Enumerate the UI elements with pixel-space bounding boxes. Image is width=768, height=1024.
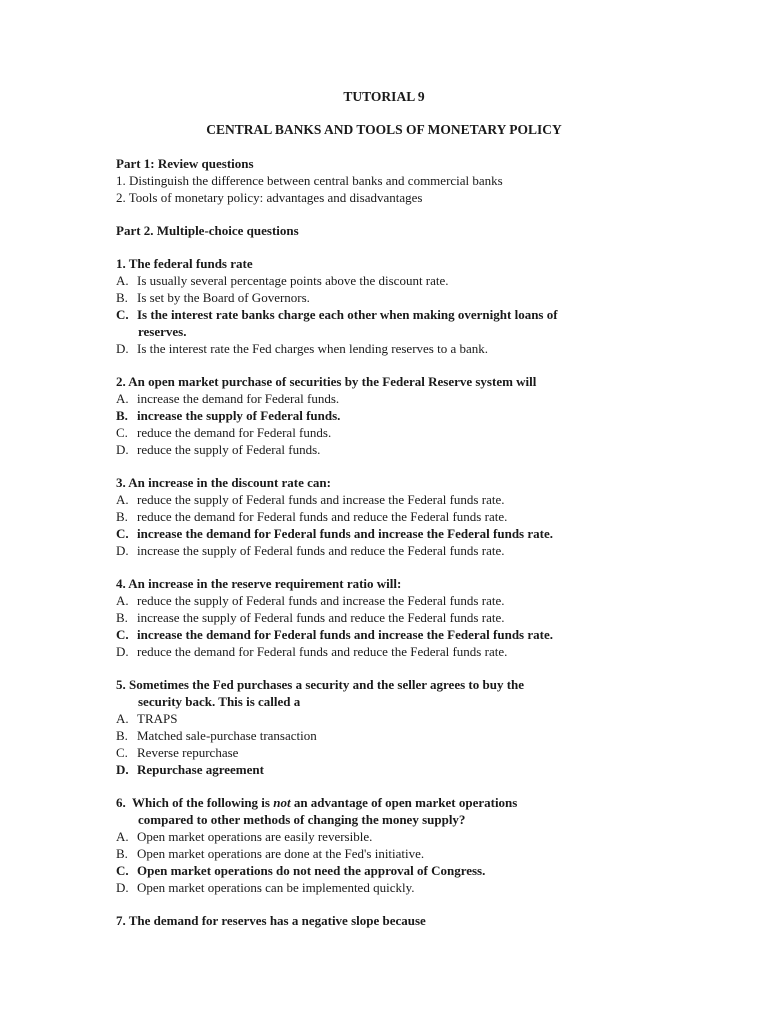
question-text: 3. An increase in the discount rate can: — [116, 475, 331, 490]
option-text: reduce the supply of Federal funds and increase the Federal funds rate. — [137, 492, 505, 507]
option-c-answer — [116, 525, 656, 542]
option-label: B. — [116, 509, 128, 524]
option-d — [116, 340, 656, 357]
option-b — [116, 289, 656, 306]
option-text: Is the interest rate banks charge each other when making overnight loans of — [137, 307, 558, 322]
option-text: Is the interest rate the Fed charges when lending reserves to a bank. — [137, 341, 488, 356]
option-text: increase the supply of Federal funds and reduce the Federal funds rate. — [137, 610, 505, 625]
option-text: Open market operations can be implemented quickly. — [137, 880, 415, 895]
option-text: increase the supply of Federal funds and reduce the Federal funds rate. — [137, 543, 505, 558]
option-c-continuation: reserves. — [138, 324, 187, 339]
page-title: TUTORIAL 9 — [343, 89, 425, 104]
option-label: D. — [116, 880, 129, 895]
option-text: Repurchase agreement — [137, 762, 264, 777]
option-b — [116, 845, 656, 862]
question-4 — [116, 575, 656, 660]
question-3 — [116, 474, 656, 559]
question-1 — [116, 255, 656, 357]
question-5 — [116, 676, 656, 778]
option-a — [116, 592, 656, 609]
option-text: increase the demand for Federal funds. — [137, 391, 340, 406]
option-text: Open market operations are easily reversible. — [137, 829, 373, 844]
option-c-answer — [116, 306, 656, 323]
page-subtitle: CENTRAL BANKS AND TOOLS OF MONETARY POLICY — [206, 122, 562, 137]
option-text: Reverse repurchase — [137, 745, 239, 760]
review-question: 2. Tools of monetary policy: advantages and disadvantages — [116, 190, 423, 205]
option-text: Open market operations do not need the approval of Congress. — [137, 863, 486, 878]
option-text: increase the supply of Federal funds. — [137, 408, 341, 423]
option-label: C. — [116, 307, 129, 322]
option-label: A. — [116, 492, 129, 507]
question-text-start: 6. Which of the following is — [116, 795, 274, 810]
option-text: TRAPS — [137, 711, 178, 726]
option-d — [116, 542, 656, 559]
option-d-answer — [116, 761, 656, 778]
question-text — [116, 794, 656, 811]
option-text: reduce the demand for Federal funds and reduce the Federal funds rate. — [137, 509, 508, 524]
question-emphasis: not — [273, 795, 291, 810]
document-body — [116, 155, 656, 929]
question-text-continuation: compared to other methods of changing the money supply? — [138, 812, 466, 827]
question-2 — [116, 373, 656, 458]
part1-heading: Part 1: Review questions — [116, 156, 254, 171]
part2-heading: Part 2. Multiple-choice questions — [116, 223, 299, 238]
option-label: C. — [116, 863, 129, 878]
option-a — [116, 272, 656, 289]
question-text: 5. Sometimes the Fed purchases a security and the seller agrees to buy the — [116, 677, 525, 692]
option-label: B. — [116, 408, 128, 423]
option-c — [116, 424, 656, 441]
review-question: 1. Distinguish the difference between central banks and commercial banks — [116, 173, 503, 188]
option-a — [116, 491, 656, 508]
option-text: reduce the supply of Federal funds. — [137, 442, 321, 457]
option-b — [116, 727, 656, 744]
option-text: reduce the demand for Federal funds and reduce the Federal funds rate. — [137, 644, 508, 659]
option-d — [116, 879, 656, 896]
question-text: 7. The demand for reserves has a negative slope because — [116, 913, 426, 928]
question-6 — [116, 794, 656, 896]
question-text: 4. An increase in the reserve requirement ratio will: — [116, 576, 402, 591]
option-label: C. — [116, 425, 128, 440]
option-text: reduce the supply of Federal funds and increase the Federal funds rate. — [137, 593, 505, 608]
option-label: D. — [116, 442, 129, 457]
option-text: Is set by the Board of Governors. — [137, 290, 310, 305]
option-c-answer — [116, 862, 656, 879]
option-text: Matched sale-purchase transaction — [137, 728, 317, 743]
option-label: A. — [116, 273, 129, 288]
option-b — [116, 609, 656, 626]
option-label: B. — [116, 610, 128, 625]
option-label: D. — [116, 543, 129, 558]
option-c — [116, 744, 656, 761]
option-text: reduce the demand for Federal funds. — [137, 425, 332, 440]
option-label: A. — [116, 593, 129, 608]
option-label: D. — [116, 762, 129, 777]
question-text: 2. An open market purchase of securities by the Federal Reserve system will — [116, 374, 537, 389]
option-label: B. — [116, 290, 128, 305]
option-d — [116, 441, 656, 458]
option-b-answer — [116, 407, 656, 424]
option-a — [116, 710, 656, 727]
question-7 — [116, 912, 656, 929]
option-label: A. — [116, 829, 129, 844]
option-text: increase the demand for Federal funds and increase the Federal funds rate. — [137, 526, 553, 541]
option-b — [116, 508, 656, 525]
option-label: B. — [116, 728, 128, 743]
option-a — [116, 828, 656, 845]
option-label: A. — [116, 391, 129, 406]
option-label: D. — [116, 644, 129, 659]
option-label: C. — [116, 745, 128, 760]
option-c-answer — [116, 626, 656, 643]
question-text-end: an advantage of open market operations — [290, 795, 518, 810]
option-label: D. — [116, 341, 129, 356]
option-text: Is usually several percentage points above the discount rate. — [137, 273, 449, 288]
question-text-continuation: security back. This is called a — [138, 694, 301, 709]
option-text: Open market operations are done at the Fed's initiative. — [137, 846, 425, 861]
option-a — [116, 390, 656, 407]
option-d — [116, 643, 656, 660]
question-text: 1. The federal funds rate — [116, 256, 253, 271]
option-label: B. — [116, 846, 128, 861]
option-label: C. — [116, 526, 129, 541]
option-label: A. — [116, 711, 129, 726]
option-label: C. — [116, 627, 129, 642]
option-text: increase the demand for Federal funds and increase the Federal funds rate. — [137, 627, 553, 642]
